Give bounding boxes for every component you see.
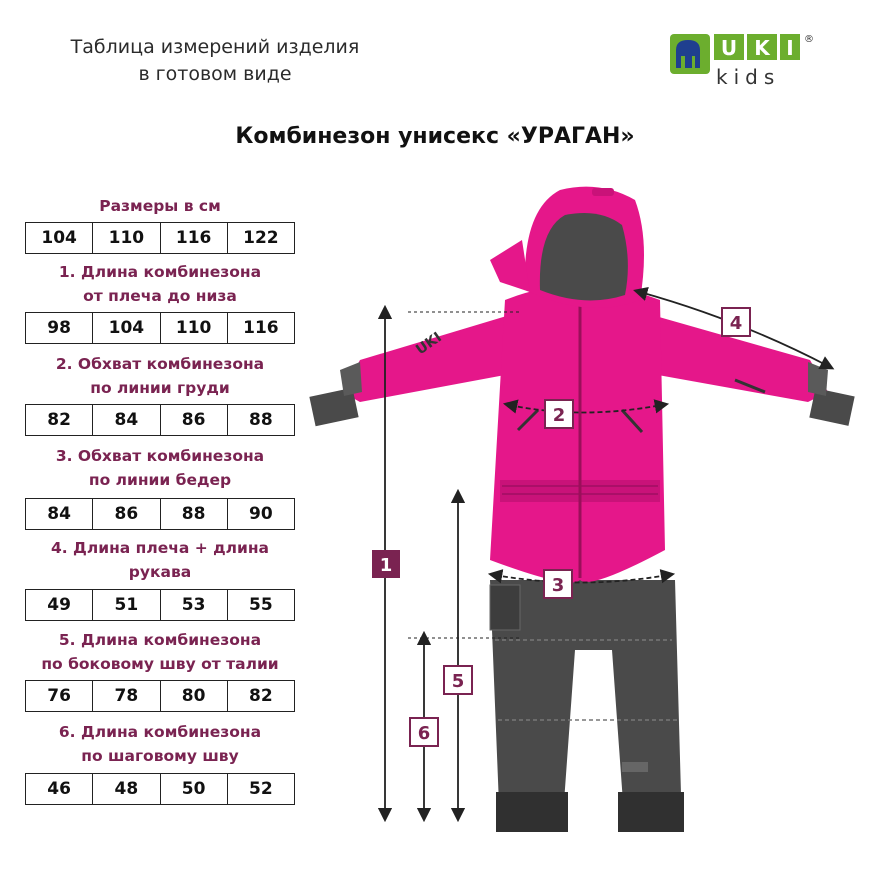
value-cell: 116	[243, 318, 279, 338]
elephant-icon	[668, 28, 828, 88]
measurement-1-line1: 1. Длина комбинезона	[58, 263, 262, 281]
measurement-6-row	[25, 773, 295, 805]
value-cell: 84	[93, 405, 160, 435]
value-cell: 104	[93, 313, 160, 343]
measurement-3-line2: по линии бедер	[88, 471, 232, 489]
value-cell: 82	[249, 686, 273, 706]
measurement-5-row	[25, 680, 295, 712]
value-cell: 50	[161, 774, 228, 804]
measurement-3-line1: 3. Обхват комбинезона	[55, 447, 265, 465]
measurement-1-heading	[20, 260, 300, 308]
sizes-heading: Размеры в см	[99, 197, 221, 215]
measurement-3-row	[25, 498, 295, 530]
marker-6: 6	[417, 723, 431, 744]
value-cell: 51	[93, 590, 160, 620]
jacket-brand-print: UKI	[413, 329, 445, 359]
measurement-6-line1: 6. Длина комбинезона	[58, 723, 262, 741]
value-cell: 110	[161, 313, 228, 343]
value-cell: 82	[26, 405, 93, 435]
subtitle	[30, 34, 400, 88]
marker-2: 2	[552, 405, 566, 426]
hood	[490, 187, 644, 308]
value-cell: 86	[161, 405, 228, 435]
value-cell: 98	[26, 313, 93, 343]
measurement-3-heading	[20, 444, 300, 492]
measurement-1-line2: от плеча до низа	[83, 287, 237, 305]
size-cell: 104	[26, 223, 93, 253]
value-cell: 84	[26, 499, 93, 529]
measurement-2-line1: 2. Обхват комбинезона	[55, 355, 265, 373]
measurement-2-heading	[20, 352, 300, 400]
size-cell: 116	[161, 223, 228, 253]
measurement-4-line2: рукава	[128, 563, 192, 581]
measurement-4-line1: 4. Длина плеча + длина	[50, 539, 269, 557]
value-cell: 88	[161, 499, 228, 529]
svg-text:U: U	[720, 36, 738, 60]
value-cell: 88	[249, 410, 273, 430]
value-cell: 76	[26, 681, 93, 711]
marker-3: 3	[551, 575, 565, 596]
marker-1: 1	[379, 555, 393, 576]
value-cell: 48	[93, 774, 160, 804]
brand-logo	[668, 28, 828, 88]
size-cell: 110	[93, 223, 160, 253]
logo-registered-mark: ®	[804, 34, 814, 45]
value-cell: 86	[93, 499, 160, 529]
value-cell: 46	[26, 774, 93, 804]
measurement-6-line2: по шаговому шву	[81, 747, 239, 765]
value-cell: 78	[93, 681, 160, 711]
value-cell: 90	[249, 504, 273, 524]
page-title: Комбинезон унисекс «УРАГАН»	[235, 124, 635, 149]
value-cell: 52	[249, 779, 273, 799]
pants	[490, 580, 684, 832]
value-cell: 49	[26, 590, 93, 620]
measurement-5-heading	[20, 628, 300, 676]
subtitle-line-1: Таблица измерений изделия	[70, 36, 360, 58]
measurement-2-row	[25, 404, 295, 436]
value-cell: 80	[161, 681, 228, 711]
measurement-5-line1: 5. Длина комбинезона	[58, 631, 262, 649]
marker-5: 5	[451, 671, 465, 692]
measurement-4-row	[25, 589, 295, 621]
measurement-6-heading	[20, 720, 300, 768]
measurement-4-heading	[20, 536, 300, 584]
value-cell: 53	[161, 590, 228, 620]
garment-illustration	[300, 170, 860, 870]
subtitle-line-2: в готовом виде	[138, 63, 292, 85]
size-cell: 122	[243, 228, 279, 248]
marker-4: 4	[729, 313, 743, 334]
sizes-row	[25, 222, 295, 254]
measurement-1-row	[25, 312, 295, 344]
logo-text-bottom: kids	[716, 65, 781, 88]
svg-text:K: K	[754, 36, 770, 60]
value-cell: 55	[249, 595, 273, 615]
measurement-5-line2: по боковому шву от талии	[41, 655, 279, 673]
logo-text-top	[828, 28, 829, 29]
measurement-2-line2: по линии груди	[90, 379, 230, 397]
snowsuit-drawing	[300, 170, 860, 870]
svg-text:I: I	[786, 36, 794, 60]
